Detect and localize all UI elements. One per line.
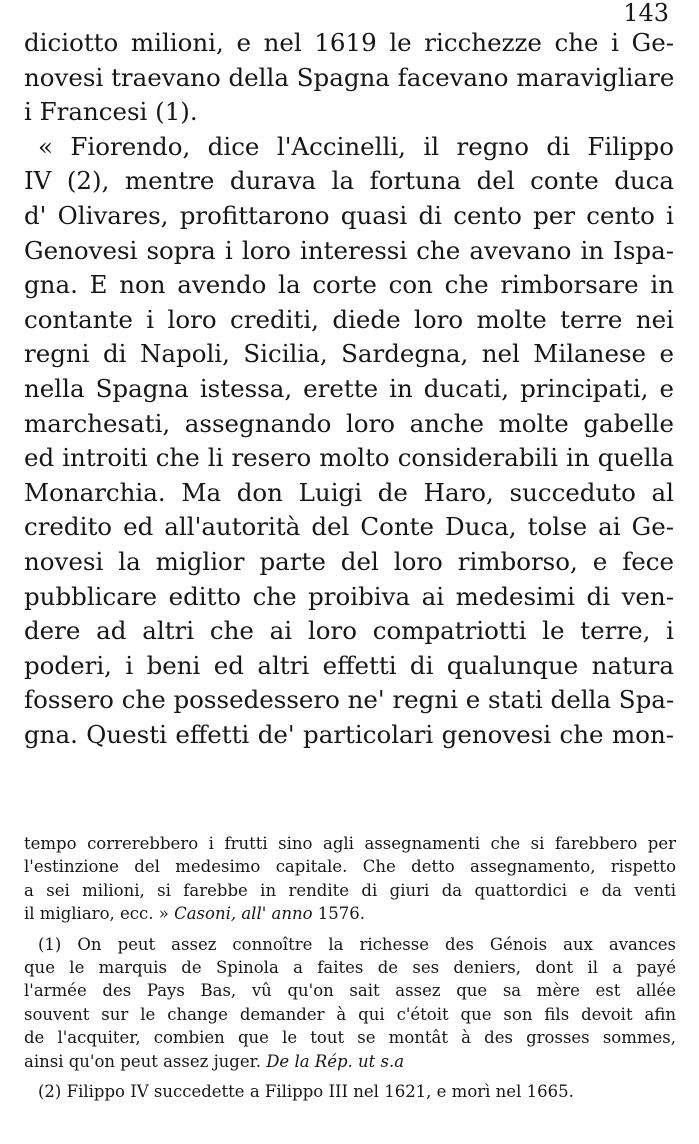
text-line: Genovesi sopra i loro interessi che avevano in Ispa- (24, 235, 674, 265)
text-line: gna. Questi effetti de' particolari genovesi che mon- (24, 719, 674, 749)
text-line: Monarchia. Ma don Luigi de Haro, succeduto al (24, 477, 674, 507)
text-line: pubblicare editto che proibiva ai medesimi di ven- (24, 581, 674, 611)
text-line: nella Spagna istessa, erette in ducati, principati, e (24, 373, 674, 403)
footnote-1 (24, 933, 676, 1073)
footnote-line: que le marquis de Spinola a faites de ses deniers, dont il a payé (24, 957, 676, 977)
text-line: novesi traevano della Spagna facevano maravigliare (24, 62, 675, 92)
page-number: 143 (623, 0, 669, 27)
footnote-text: il migliaro, ecc. » (24, 904, 175, 924)
text-line: fossero che possedessero ne' regni e stati della Spa- (24, 685, 675, 715)
text-line: i Francesi (1). (24, 97, 198, 127)
text-line: gna. E non avendo la corte con che rimborsare in (24, 270, 674, 300)
footnote-line: a sei milioni, si farebbe in rendite di giuri da quattordici e da venti (24, 880, 676, 900)
footnote-line (24, 902, 676, 925)
text-line: marchesati, assegnando loro anche molte gabelle (24, 408, 674, 438)
footnote-citation: De la Rép. ut s.a (266, 1051, 405, 1071)
footnote-2 (24, 1080, 676, 1103)
main-text (24, 26, 674, 752)
footnote-continuation (24, 832, 676, 926)
footnotes (24, 832, 676, 1110)
footnote-line: tempo correrebbero i frutti sino agli assegnamenti che si farebbero per (24, 834, 676, 853)
text-line: poderi, i beni ed altri effetti di qualunque natura (24, 650, 674, 680)
text-line: diciotto milioni, e nel 1619 le ricchezze che i Ge- (24, 28, 674, 57)
footnote-line: l'estinzione del medesimo capitale. Che detto assegnamento, rispetto (24, 857, 676, 877)
text-line: « Fiorendo, dice l'Accinelli, il regno di Filippo (38, 131, 674, 161)
text-line: regni di Napoli, Sicilia, Sardegna, nel Milanese e (24, 339, 674, 369)
footnote-citation: Casoni, all' anno (174, 904, 313, 924)
text-line: dere ad altri che ai loro compatriotti le terre, i (24, 616, 674, 646)
text-line: credito ed all'autorità del Conte Duca, tolse ai Ge- (24, 512, 674, 542)
text-line: ed introiti che li resero molto considerabili in quella (24, 443, 674, 473)
footnote-line: l'armée des Pays Bas, vû qu'on sait assez que sa mère est allée (24, 981, 676, 1001)
footnote-line: (1) On peut assez connoître la richesse des Génois aux avances (38, 934, 676, 954)
footnote-line: de l'acquiter, combien que le tout se montât à des grosses sommes, (24, 1028, 676, 1048)
text-line: d' Olivares, profittarono quasi di cento per cento i (24, 200, 674, 230)
footnote-line (24, 1050, 676, 1073)
text-line: contante i loro crediti, diede loro molte terre nei (24, 304, 674, 334)
footnote-year: 1576. (312, 904, 366, 924)
text-line: IV (2), mentre durava la fortuna del conte duca (24, 166, 674, 196)
footnote-line: souvent sur le change demander à qui c'étoit que son fils devoit afin (24, 1004, 676, 1024)
footnote-line: (2) Filippo IV succedette a Filippo III nel 1621, e morì nel 1665. (38, 1081, 574, 1101)
footnote-text: ainsi qu'on peut assez juger. (24, 1051, 267, 1071)
text-line: novesi la miglior parte del loro rimborso, e fece (24, 546, 674, 576)
